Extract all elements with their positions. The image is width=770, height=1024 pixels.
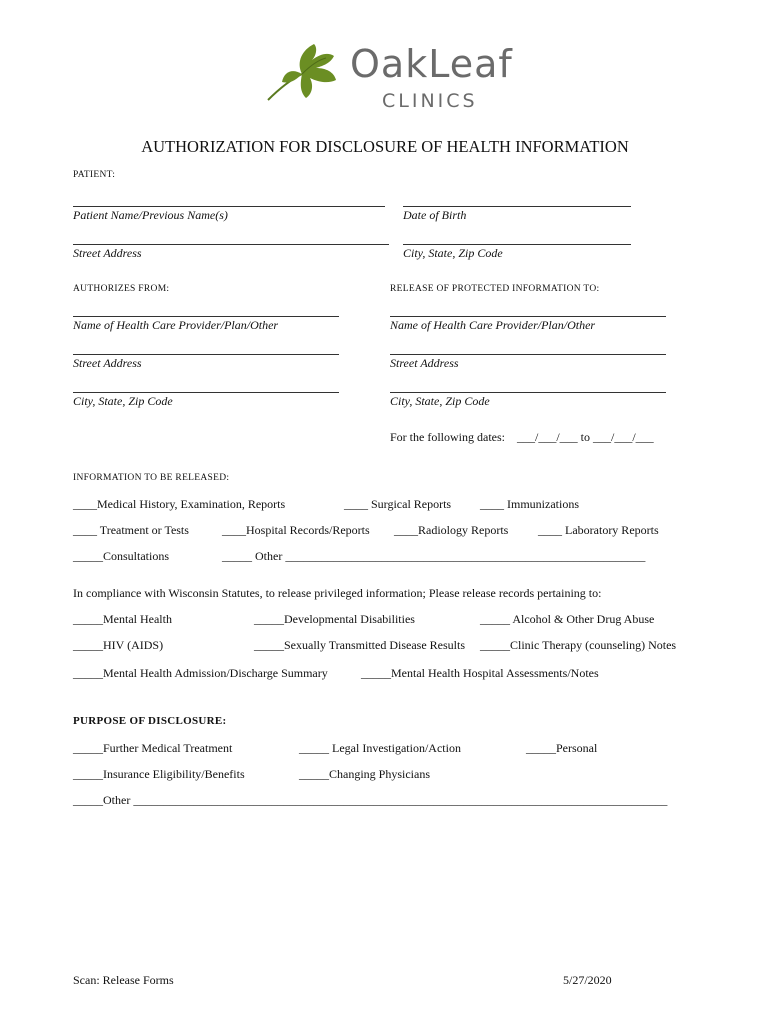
authorizes-from-heading: AUTHORIZES FROM: (73, 284, 170, 294)
purpose-legal[interactable]: _____ Legal Investigation/Action (299, 741, 461, 755)
to-city-line[interactable] (390, 392, 666, 393)
purpose-insurance[interactable]: _____Insurance Eligibility/Benefits (73, 767, 245, 781)
info-immunizations[interactable]: ____ Immunizations (480, 497, 579, 511)
from-provider-line[interactable] (73, 316, 339, 317)
record-hiv[interactable]: _____HIV (AIDS) (73, 638, 164, 652)
logo-name-leaf: Leaf (428, 42, 513, 86)
patient-city-line[interactable] (403, 244, 631, 245)
purpose-heading: PURPOSE OF DISCLOSURE: (73, 715, 227, 727)
date-range-field[interactable]: For the following dates: ___/___/___ to ___/___/___ (390, 430, 654, 444)
oak-leaf-icon (262, 38, 352, 108)
patient-name-label: Patient Name/Previous Name(s) (73, 208, 228, 222)
footer-date: 5/27/2020 (563, 973, 612, 987)
dob-label: Date of Birth (403, 208, 467, 222)
from-city-label: City, State, Zip Code (73, 394, 173, 408)
info-consultations[interactable]: _____Consultations (73, 549, 170, 563)
page-title: AUTHORIZATION FOR DISCLOSURE OF HEALTH INFORMATION (141, 137, 629, 156)
record-alcohol-drug-abuse[interactable]: _____ Alcohol & Other Drug Abuse (480, 612, 655, 626)
to-street-line[interactable] (390, 354, 666, 355)
to-provider-label: Name of Health Care Provider/Plan/Other (390, 318, 596, 332)
purpose-further-treatment[interactable]: _____Further Medical Treatment (73, 741, 233, 755)
record-mh-hospital-assessments[interactable]: _____Mental Health Hospital Assessments/Notes (361, 666, 599, 680)
to-street-label: Street Address (390, 356, 459, 370)
info-surgical-reports[interactable]: ____ Surgical Reports (344, 497, 452, 511)
record-std-results[interactable]: _____Sexually Transmitted Disease Results (254, 638, 465, 652)
record-mental-health[interactable]: _____Mental Health (73, 612, 172, 626)
info-other[interactable]: _____ Other ____________________________________________________________ (222, 549, 646, 563)
from-street-line[interactable] (73, 354, 339, 355)
info-medical-history[interactable]: ____Medical History, Examination, Reports (73, 497, 286, 511)
patient-street-label: Street Address (73, 246, 142, 260)
compliance-statement: In compliance with Wisconsin Statutes, to release privileged information; Please release records pertaining to: (73, 586, 602, 600)
footer-left: Scan: Release Forms (73, 973, 174, 987)
logo-name-oak: Oak (350, 42, 429, 86)
from-street-label: Street Address (73, 356, 142, 370)
purpose-personal[interactable]: _____Personal (526, 741, 598, 755)
to-city-label: City, State, Zip Code (390, 394, 490, 408)
purpose-other[interactable]: _____Other _________________________________________________________________________________________ (73, 793, 668, 807)
record-mh-admission[interactable]: _____Mental Health Admission/Discharge Summary (73, 666, 328, 680)
info-treatment-tests[interactable]: ____ Treatment or Tests (73, 523, 189, 537)
record-developmental-disabilities[interactable]: _____Developmental Disabilities (254, 612, 415, 626)
patient-city-label: City, State, Zip Code (403, 246, 503, 260)
logo-subtitle: CLINICS (382, 90, 478, 112)
release-to-heading: RELEASE OF PROTECTED INFORMATION TO: (390, 284, 600, 294)
dob-line[interactable] (403, 206, 631, 207)
purpose-changing-physicians[interactable]: _____Changing Physicians (299, 767, 430, 781)
patient-heading: PATIENT: (73, 170, 116, 180)
from-provider-label: Name of Health Care Provider/Plan/Other (73, 318, 279, 332)
patient-street-line[interactable] (73, 244, 389, 245)
to-provider-line[interactable] (390, 316, 666, 317)
from-city-line[interactable] (73, 392, 339, 393)
information-heading: INFORMATION TO BE RELEASED: (73, 473, 230, 483)
record-clinic-therapy[interactable]: _____Clinic Therapy (counseling) Notes (480, 638, 677, 652)
info-hospital-records[interactable]: ____Hospital Records/Reports (222, 523, 370, 537)
info-laboratory-reports[interactable]: ____ Laboratory Reports (538, 523, 659, 537)
clinic-logo (262, 36, 532, 118)
patient-name-line[interactable] (73, 206, 385, 207)
info-radiology-reports[interactable]: ____Radiology Reports (394, 523, 509, 537)
